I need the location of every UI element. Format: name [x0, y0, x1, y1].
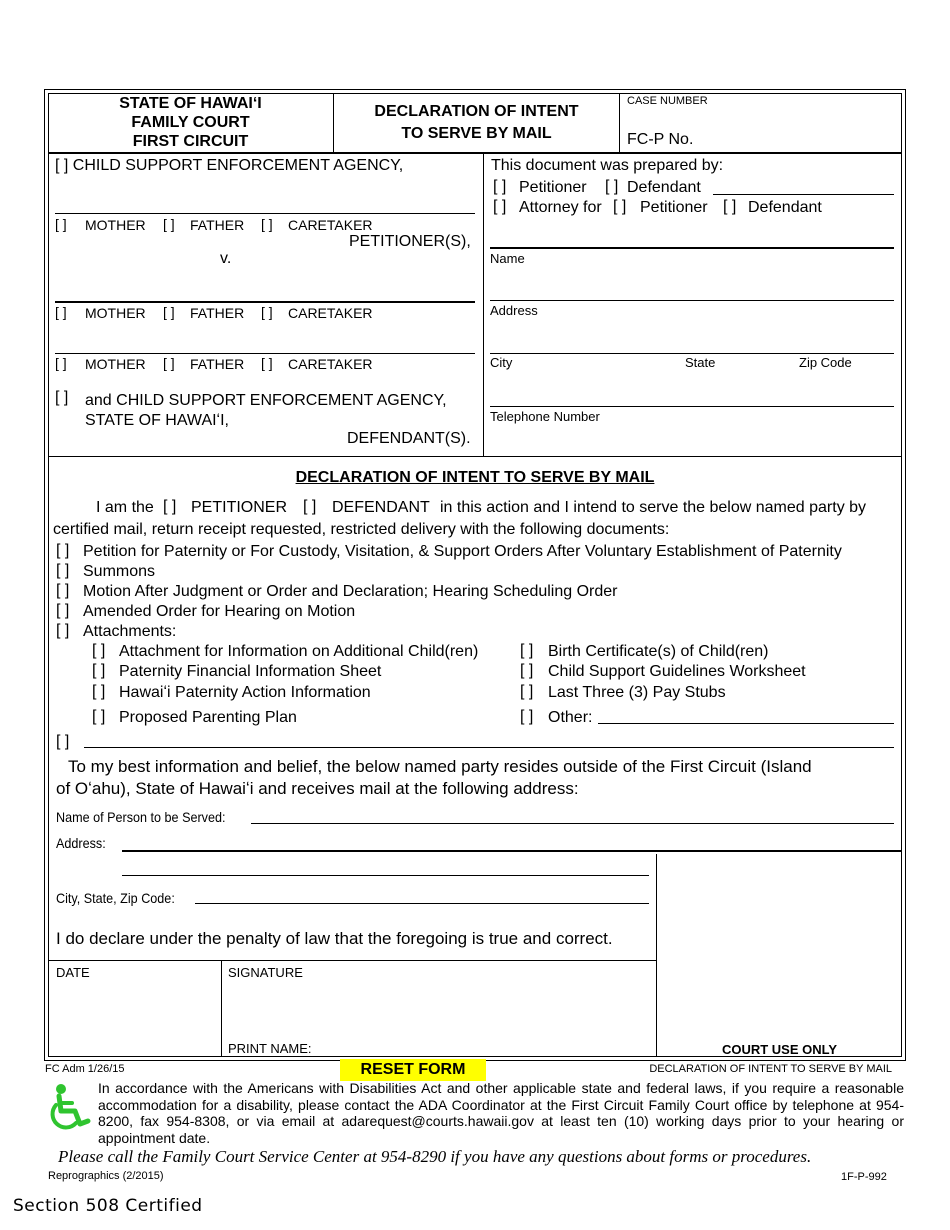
attorney-defendant-label: Defendant	[748, 199, 822, 216]
father-checkbox-1[interactable]: [ ]	[163, 216, 175, 232]
mother-label-2: MOTHER	[85, 305, 146, 321]
reset-form-button[interactable]: RESET FORM	[340, 1059, 486, 1081]
belief-line1: To my best information and belief, the below named party resides outside of the First Circuit (Island	[68, 757, 812, 776]
footer-document-title: DECLARATION OF INTENT TO SERVE BY MAIL	[649, 1063, 892, 1075]
attach-parenting-plan: Proposed Parenting Plan	[119, 709, 297, 726]
attach-other-label: Other:	[548, 709, 593, 726]
name-label: Name	[490, 251, 525, 266]
csea-checkbox-row[interactable]: [ ] CHILD SUPPORT ENFORCEMENT AGENCY,	[55, 157, 404, 174]
prepared-petitioner-label: Petitioner	[519, 179, 587, 196]
city-state-zip-label: City, State, Zip Code:	[56, 890, 175, 906]
ada-notice: In accordance with the Americans with Disabilities Act and other applicable state and federal laws, if you require a reasonable accommodation for a disability, please contact the ADA Coordinator at the First Circuit Family Court office by telephone at 954-8200, fax 954-8308, or via email at adarequest@courts.hawaii.gov at least ten (10) working days prior to your hearing or appointment date.	[98, 1080, 904, 1146]
doc-checkbox-4[interactable]: [ ]	[56, 602, 70, 619]
prepared-petitioner-checkbox[interactable]: [ ]	[493, 178, 507, 195]
city-state-zip-served-field[interactable]	[195, 903, 649, 904]
mother-label-1: MOTHER	[85, 217, 146, 233]
attach-guidelines-worksheet: Child Support Guidelines Worksheet	[548, 663, 806, 680]
intro-continuation: in this action and I intend to serve the below named party by	[440, 499, 867, 516]
attach-right-checkbox-2[interactable]: [ ]	[520, 662, 534, 679]
telephone-field[interactable]	[490, 406, 894, 407]
print-name-label: PRINT NAME:	[228, 1041, 312, 1056]
attorney-defendant-checkbox[interactable]: [ ]	[723, 198, 737, 215]
intro-defendant-label: DEFENDANT	[332, 499, 430, 516]
court-name-line3: FIRST CIRCUIT	[132, 133, 249, 150]
caretaker-label-1: CARETAKER	[288, 217, 373, 233]
father-label-3: FATHER	[190, 356, 245, 372]
doc-item-summons: Summons	[83, 563, 156, 580]
intro-petitioner-checkbox[interactable]: [ ]	[163, 498, 177, 515]
defendants-label: DEFENDANT(S).	[347, 430, 471, 447]
date-label: DATE	[56, 965, 90, 980]
attach-pay-stubs: Last Three (3) Pay Stubs	[548, 684, 726, 701]
name-served-label: Name of Person to be Served:	[56, 809, 226, 825]
belief-line2: of Oʻahu), State of Hawaiʻi and receives mail at the following address:	[56, 779, 579, 798]
intro-petitioner-label: PETITIONER	[191, 499, 288, 516]
attach-right-checkbox-3[interactable]: [ ]	[520, 683, 534, 700]
attach-right-checkbox-4[interactable]: [ ]	[520, 708, 534, 725]
mother-label-3: MOTHER	[85, 356, 146, 372]
zip-code-label: Zip Code	[799, 355, 852, 370]
doc-item-amended-order: Amended Order for Hearing on Motion	[83, 603, 356, 620]
city-state-zip-field[interactable]	[490, 353, 894, 354]
address-field[interactable]	[490, 300, 894, 301]
prepared-defendant-checkbox[interactable]: [ ]	[605, 178, 619, 195]
court-name-line1: STATE OF HAWAIʻI	[119, 95, 262, 112]
doc-checkbox-1[interactable]: [ ]	[56, 542, 70, 559]
court-name-line2: FAMILY COURT	[131, 114, 250, 131]
intro-line2: certified mail, return receipt requested, restricted delivery with the following documents:	[53, 521, 670, 538]
doc-checkbox-5[interactable]: [ ]	[56, 622, 70, 639]
attach-left-checkbox-3[interactable]: [ ]	[92, 683, 106, 700]
attach-paternity-action: Hawaiʻi Paternity Action Information	[119, 684, 371, 701]
other-doc-field-right[interactable]	[524, 747, 894, 748]
form-code: FC Adm 1/26/15	[45, 1063, 125, 1075]
attach-financial-info: Paternity Financial Information Sheet	[119, 663, 382, 680]
father-label-1: FATHER	[190, 217, 245, 233]
reprographics-code: Reprographics (2/2015)	[48, 1170, 164, 1182]
prepared-defendant-label: Defendant	[627, 179, 701, 196]
attach-other-field[interactable]	[598, 723, 894, 724]
city-label: City	[490, 355, 513, 370]
attorney-checkbox[interactable]: [ ]	[493, 198, 507, 215]
penalty-statement: I do declare under the penalty of law that the foregoing is true and correct.	[56, 929, 613, 948]
attach-left-checkbox-2[interactable]: [ ]	[92, 662, 106, 679]
caretaker-label-3: CARETAKER	[288, 356, 373, 372]
versus-label: v.	[220, 250, 232, 267]
case-number-label: CASE NUMBER	[627, 95, 708, 107]
doc-item-petition: Petition for Paternity or For Custody, Visitation, & Support Orders After Voluntary Establishment of Paternity	[83, 543, 842, 560]
form-inner-border	[48, 93, 902, 1057]
mother-checkbox-1[interactable]: [ ]	[55, 216, 67, 232]
doc-checkbox-2[interactable]: [ ]	[56, 562, 70, 579]
served-address-field-2[interactable]	[122, 875, 649, 876]
telephone-label: Telephone Number	[490, 409, 600, 424]
intro-i-am-the: I am the	[96, 499, 154, 516]
doc-checkbox-3[interactable]: [ ]	[56, 582, 70, 599]
petitioners-label: PETITIONER(S),	[349, 233, 471, 250]
caretaker-checkbox-1[interactable]: [ ]	[261, 216, 273, 232]
attorney-petitioner-label: Petitioner	[640, 199, 708, 216]
attach-birth-certificates: Birth Certificate(s) of Child(ren)	[548, 643, 769, 660]
wheelchair-accessibility-icon	[44, 1083, 94, 1131]
prepared-by-heading: This document was prepared by:	[491, 157, 724, 174]
and-csea-line2: STATE OF HAWAIʻI,	[85, 412, 229, 429]
father-label-2: FATHER	[190, 305, 245, 321]
and-csea-line1: and CHILD SUPPORT ENFORCEMENT AGENCY,	[85, 392, 447, 409]
declaration-title: DECLARATION OF INTENT TO SERVE BY MAIL	[295, 469, 655, 486]
caretaker-label-2: CARETAKER	[288, 305, 373, 321]
attach-left-checkbox-1[interactable]: [ ]	[92, 642, 106, 659]
mother-checkbox-3[interactable]: [ ]	[55, 355, 67, 371]
other-doc-checkbox[interactable]: [ ]	[56, 733, 70, 750]
case-number-field[interactable]: FC-P No.	[627, 131, 694, 148]
section-508-certified: Section 508 Certified	[13, 1196, 203, 1216]
address-label: Address	[490, 303, 538, 318]
doc-item-motion: Motion After Judgment or Order and Declaration; Hearing Scheduling Order	[83, 583, 618, 600]
name-field[interactable]	[490, 247, 894, 249]
served-address-label: Address:	[56, 835, 106, 851]
signature-label: SIGNATURE	[228, 965, 303, 980]
father-checkbox-2[interactable]: [ ]	[163, 304, 175, 320]
intro-defendant-checkbox[interactable]: [ ]	[303, 498, 317, 515]
caretaker-checkbox-3[interactable]: [ ]	[261, 355, 273, 371]
father-checkbox-3[interactable]: [ ]	[163, 355, 175, 371]
caretaker-checkbox-2[interactable]: [ ]	[261, 304, 273, 320]
name-served-field[interactable]	[251, 823, 894, 824]
doc-item-attachments: Attachments:	[83, 623, 177, 640]
document-title-line2: TO SERVE BY MAIL	[401, 125, 552, 142]
and-csea-checkbox[interactable]: [ ]	[55, 389, 69, 406]
attach-left-checkbox-4[interactable]: [ ]	[92, 708, 106, 725]
document-title-line1: DECLARATION OF INTENT	[374, 103, 579, 120]
mother-checkbox-2[interactable]: [ ]	[55, 304, 67, 320]
attorney-petitioner-checkbox[interactable]: [ ]	[613, 198, 627, 215]
state-label: State	[685, 355, 716, 370]
served-address-field[interactable]	[122, 850, 901, 852]
attach-right-checkbox-1[interactable]: [ ]	[520, 642, 534, 659]
attorney-for-label: Attorney for	[519, 199, 602, 216]
attach-additional-children: Attachment for Information on Additional Child(ren)	[119, 643, 479, 660]
form-number: 1F-P-992	[841, 1171, 887, 1183]
service-center-notice: Please call the Family Court Service Center at 954-8290 if you have any questions about forms or procedures.	[58, 1147, 812, 1166]
other-doc-field-left[interactable]	[84, 747, 524, 748]
court-use-only-label: COURT USE ONLY	[721, 1042, 838, 1057]
